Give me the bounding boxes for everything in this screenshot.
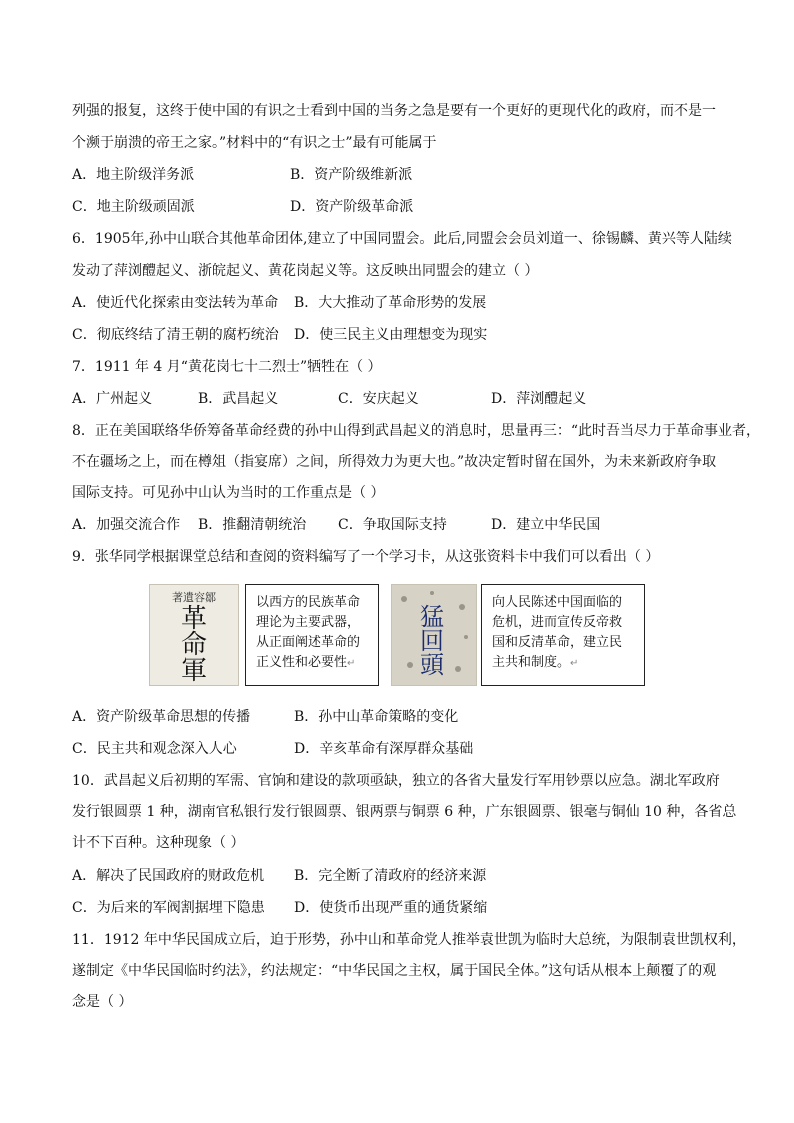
q8-stem-line2: 不在疆场之上，而在樽俎（指宴席）之间，所得效力为更大也。”故决定暂时留在国外，为未来新政府争取 (72, 454, 717, 470)
q9-study-card (149, 584, 649, 686)
book1-title (181, 604, 207, 685)
q6-option-b[interactable]: B．大大推动了革命形势的发展 (294, 295, 487, 311)
q5-option-a[interactable]: A．地主阶级洋务派 (72, 167, 195, 183)
q7-option-d[interactable]: D．萍浏醴起义 (491, 391, 587, 407)
svg-text:命: 命 (180, 630, 208, 660)
q10-stem-line2: 发行银圆票 1 种，湖南官私银行发行银圆票、银两票与铜票 6 种，广东银圆票、银毫与铜仙 10 种，各省总 (72, 804, 737, 820)
q8-stem-line3: 国际支持。可见孙中山认为当时的工作重点是（ ） (72, 485, 385, 501)
svg-text:猛: 猛 (420, 603, 444, 631)
q8-option-b[interactable]: B．推翻清朝统治 (198, 517, 307, 533)
q5-option-c[interactable]: C．地主阶级顽固派 (72, 199, 195, 215)
q8-option-d[interactable]: D．建立中华民国 (491, 517, 601, 533)
q5-stem-line2: 个濒于崩溃的帝王之家。”材料中的“有识之士”最有可能属于 (72, 135, 437, 151)
book1-author: 著遺容鄒 (172, 591, 216, 604)
book2-title (420, 603, 445, 679)
svg-text:軍: 軍 (180, 656, 208, 685)
q10-option-d[interactable]: D．使货币出现严重的通货紧缩 (294, 900, 488, 916)
card2-description (481, 584, 645, 686)
paragraph-mark-icon: ↵ (570, 658, 579, 669)
q10-option-c[interactable]: C．为后来的军阀割据埋下隐患 (72, 900, 265, 916)
q8-option-a[interactable]: A．加强交流合作 (72, 517, 181, 533)
q9-stem: 9．张华同学根据课堂总结和查阅的资料编写了一个学习卡，从这张资料卡中我们可以看出（ ） (72, 549, 660, 565)
q9-option-b[interactable]: B．孙中山革命策略的变化 (294, 709, 459, 725)
card1-description (245, 584, 379, 686)
q5-option-d[interactable]: D．资产阶级革命派 (290, 199, 414, 215)
paragraph-mark-icon: ↵ (347, 658, 356, 669)
q7-stem: 7．1911 年 4 月“黄花岗七十二烈士”牺牲在（ ） (72, 359, 382, 375)
q10-option-a[interactable]: A．解决了民国政府的财政危机 (72, 868, 265, 884)
q11-stem-line1: 11．1912 年中华民国成立后，迫于形势，孙中山和革命党人推举袁世凯为临时大总统，为限制袁世凯权利， (72, 932, 746, 948)
card2-text: 向人民陈述中国面临的危机，进而宣传反帝救国和反清革命，建立民主共和制度。 (492, 595, 623, 670)
q10-stem-line1: 10．武昌起义后初期的军需、官饷和建设的款项亟缺，独立的各省大量发行军用钞票以应急。湖北军政府 (72, 773, 720, 789)
q10-stem-line3: 计不下百种。这种现象（ ） (72, 835, 245, 851)
svg-text:回: 回 (420, 627, 444, 655)
q9-option-d[interactable]: D．辛亥革命有深厚群众基础 (294, 741, 474, 757)
q6-option-d[interactable]: D．使三民主义由理想变为现实 (294, 327, 488, 343)
q7-option-a[interactable]: A．广州起义 (72, 391, 153, 407)
q6-stem-line2: 发动了萍浏醴起义、浙皖起义、黄花岗起义等。这反映出同盟会的建立（ ） (72, 263, 539, 279)
q6-option-c[interactable]: C．彻底终结了清王朝的腐朽统治 (72, 327, 279, 343)
q9-option-c[interactable]: C．民主共和观念深入人心 (72, 741, 237, 757)
q6-option-a[interactable]: A．使近代化探索由变法转为革命 (72, 295, 279, 311)
q7-option-c[interactable]: C．安庆起义 (338, 391, 419, 407)
card1-text: 以西方的民族革命理论为主要武器，从正面阐述革命的正义性和必要性 (256, 595, 361, 670)
svg-text:頭: 頭 (420, 651, 444, 679)
geming-jun-book-cover (149, 584, 239, 686)
q9-option-a[interactable]: A．资产阶级革命思想的传播 (72, 709, 251, 725)
q8-stem-line1: 8．正在美国联络华侨筹备革命经费的孙中山得到武昌起义的消息时，思量再三：“此时吾当尽力于革命事业者， (72, 423, 761, 439)
q5-stem-line1: 列强的报复，这终于使中国的有识之士看到中国的当务之急是要有一个更好的更现代化的政府，而不是一 (72, 103, 716, 119)
q7-option-b[interactable]: B．武昌起义 (198, 391, 279, 407)
q6-stem-line1: 6．1905年,孙中山联合其他革命团体,建立了中国同盟会。此后,同盟会会员刘道一、徐锡麟、黄兴等人陆续 (72, 231, 732, 247)
q10-option-b[interactable]: B．完全断了清政府的经济来源 (294, 868, 487, 884)
menghuitou-book-cover (391, 584, 477, 686)
q11-stem-line3: 念是（ ） (72, 994, 133, 1010)
svg-text:革: 革 (180, 604, 208, 634)
q11-stem-line2: 遂制定《中华民国临时约法》，约法规定：“中华民国之主权，属于国民全体。”这句话从根本上颠覆了的观 (72, 963, 717, 979)
q8-option-c[interactable]: C．争取国际支持 (338, 517, 447, 533)
q5-option-b[interactable]: B．资产阶级维新派 (290, 167, 413, 183)
